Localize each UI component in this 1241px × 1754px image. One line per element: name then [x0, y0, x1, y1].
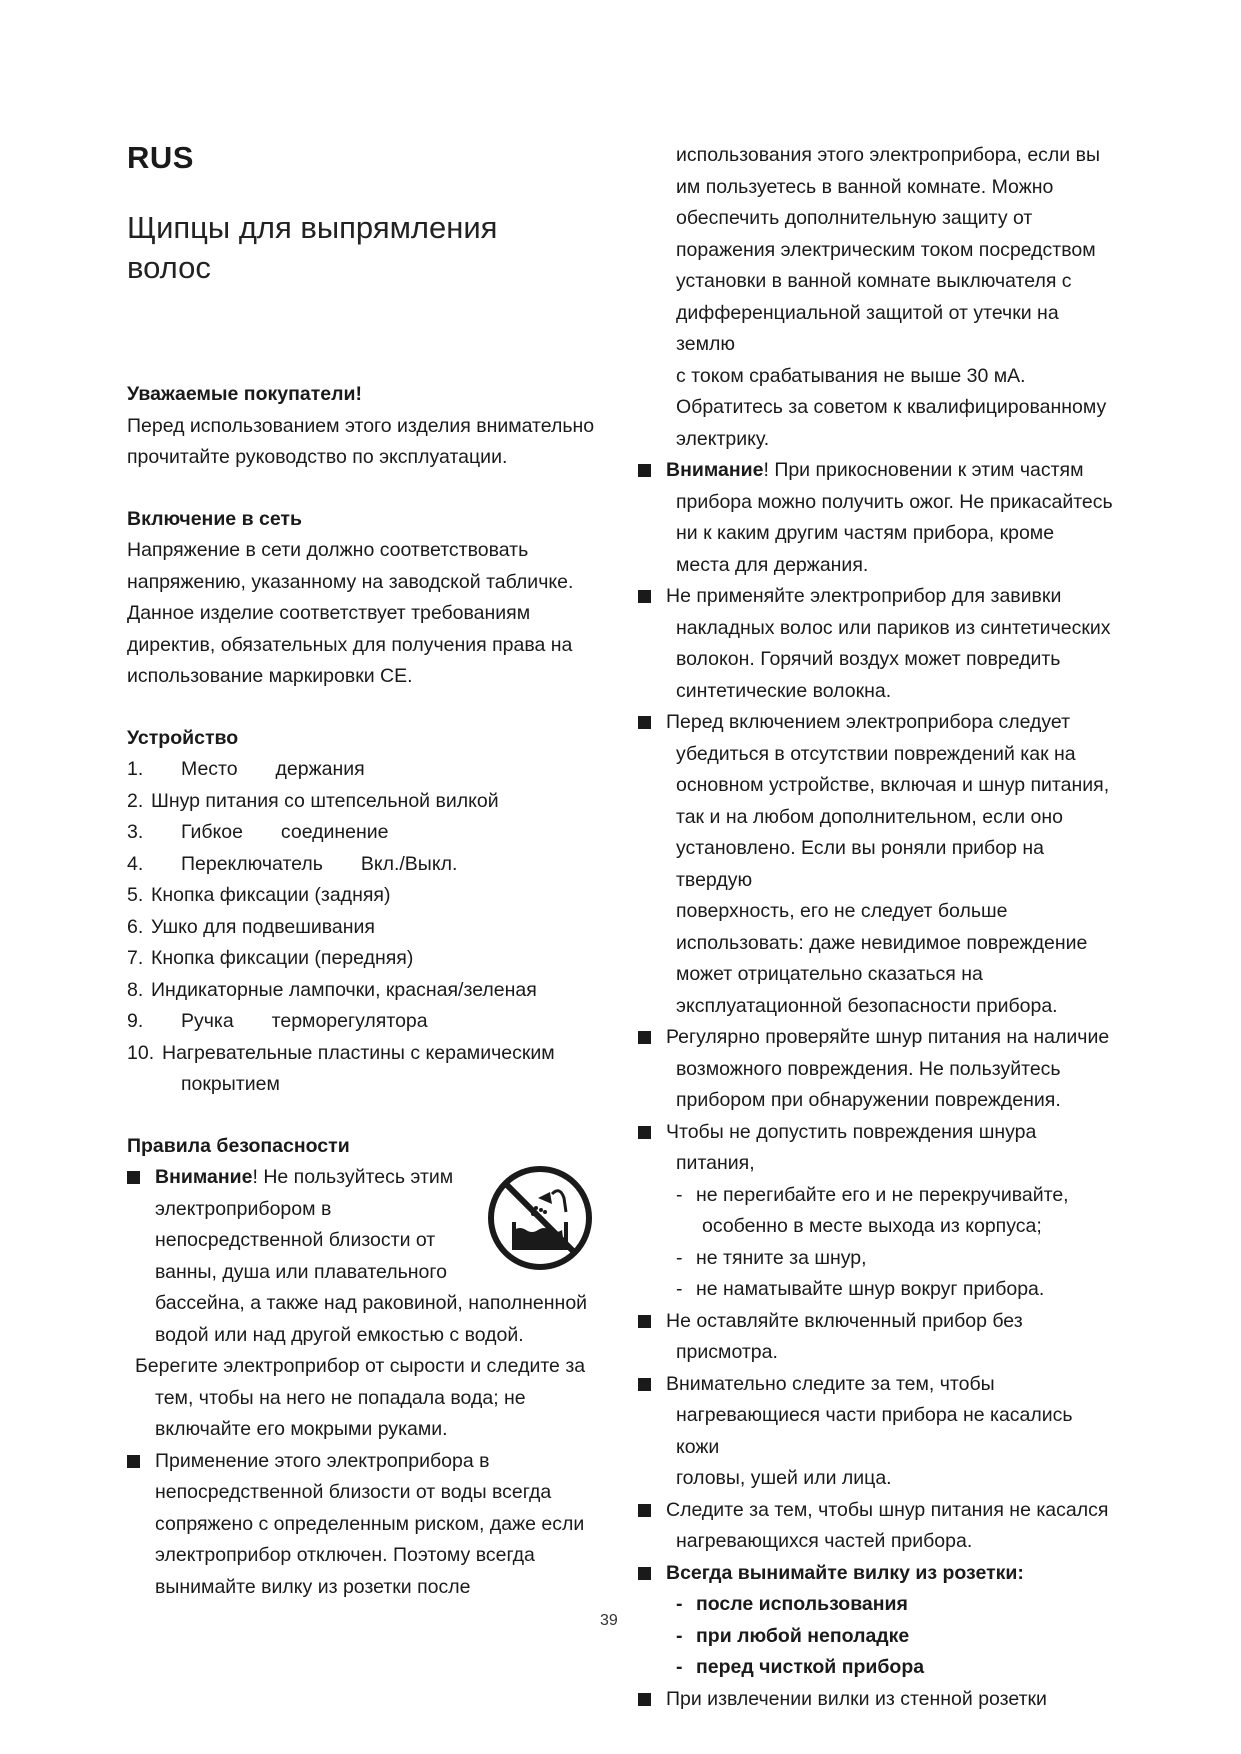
text-line: убедиться в отсутствии повреждений как на: [676, 742, 1076, 765]
safety-bullet: [638, 581, 1118, 707]
text-line: Напряжение в сети должно соответствовать: [127, 539, 529, 561]
dash-marker: -: [676, 1278, 683, 1300]
text-line: с током срабатывания не выше 30 мА.: [676, 364, 1026, 387]
dash-item: [638, 1274, 1118, 1306]
text-line: Перед включением электроприбора следует: [666, 711, 1071, 733]
dash-item: [638, 1243, 1118, 1275]
text-line: сопряжено с определенным риском, даже если: [155, 1512, 585, 1535]
item-number: 8.: [127, 978, 144, 1001]
text-line: места для держания.: [676, 553, 869, 576]
text-line: использовать: даже невидимое повреждение: [676, 931, 1088, 954]
text-line: ни к каким другим частям прибора, кроме: [676, 522, 1055, 544]
text-line: включайте его мокрыми руками.: [155, 1418, 448, 1440]
item-text: Гибкое соединение: [181, 821, 389, 843]
list-item: [127, 912, 597, 944]
list-item: [127, 943, 597, 975]
text-line: возможного повреждения. Не пользуйтесь: [676, 1057, 1061, 1080]
dash-item: [638, 1652, 1118, 1684]
item-number: 7.: [127, 947, 144, 969]
dash-marker: -: [676, 1656, 683, 1678]
device-parts-list: [127, 754, 597, 1101]
item-number: 10.: [127, 1041, 155, 1064]
safety-bullet: [638, 1495, 1118, 1558]
warning-label: Внимание: [155, 1166, 253, 1188]
text-line: не перегибайте его и не перекручивайте,: [696, 1183, 1069, 1206]
text-line: при любой неполадке: [696, 1624, 910, 1647]
text-line: вынимайте вилку из розетки после: [155, 1575, 471, 1598]
text-line: электроприбором в: [155, 1197, 332, 1220]
warning-label: Внимание: [666, 459, 764, 481]
text-run: ! При прикосновении к этим частям: [763, 459, 1084, 481]
list-item: [127, 975, 597, 1007]
text-line: Обратитесь за советом к квалифицированному: [676, 396, 1107, 418]
safety-bullet: [638, 1117, 1118, 1180]
document-title: [127, 208, 607, 288]
title-line-2: волос: [127, 250, 211, 285]
text-line: не наматывайте шнур вокруг прибора.: [696, 1278, 1045, 1300]
text-line: нагревающиеся части прибора не касались кожи: [676, 1404, 1073, 1458]
text-line: использование маркировки CE.: [127, 665, 413, 687]
section-heading-power: Включение в сеть: [127, 507, 302, 530]
item-number: 1.: [127, 758, 144, 780]
safety-bullet: [638, 1369, 1118, 1495]
text-line: непосредственной близости от воды всегда: [155, 1481, 552, 1503]
list-item: [127, 786, 597, 818]
text-line: волокон. Горячий воздух может повредить: [676, 648, 1061, 670]
item-text: Шнур питания со штепсельной вилкой: [151, 789, 499, 812]
text-line: эксплуатационной безопасности прибора.: [676, 994, 1058, 1017]
text-line: Применение этого электроприбора в: [155, 1449, 490, 1472]
text-line: Берегите электроприбор от сырости и следите за: [135, 1355, 586, 1377]
list-item: [127, 849, 597, 881]
dear-customers-text: [127, 411, 597, 474]
list-item: [127, 817, 597, 849]
item-text: Ушко для подвешивания: [151, 915, 375, 938]
safety-bullet: [638, 1558, 1118, 1590]
item-number: 9.: [127, 1010, 144, 1032]
text-line: после использования: [696, 1593, 908, 1615]
left-column: [127, 379, 597, 1603]
title-line-1: Щипцы для выпрямления: [127, 210, 498, 245]
text-line: присмотра.: [676, 1341, 778, 1363]
text-line: При извлечении вилки из стенной розетки: [666, 1687, 1047, 1710]
item-number: 2.: [127, 789, 144, 812]
text-line: не тяните за шнур,: [696, 1246, 867, 1269]
text-line: прибора можно получить ожог. Не прикасайтесь: [676, 490, 1113, 513]
text-line: Не оставляйте включенный прибор без: [666, 1309, 1023, 1332]
text-line: тем, чтобы на него не попадала вода; не: [155, 1386, 526, 1409]
item-number: 4.: [127, 852, 144, 875]
list-item: [127, 1038, 597, 1070]
list-item: [127, 754, 597, 786]
text-line: может отрицательно сказаться на: [676, 963, 983, 985]
text-line: директив, обязательных для получения права на: [127, 633, 573, 656]
bullet-square: [638, 1031, 651, 1044]
bullet-square: [638, 1378, 651, 1391]
text-line: прочитайте руководство по эксплуатации.: [127, 446, 508, 468]
text-line: водой или над другой емкостью с водой.: [155, 1323, 524, 1346]
text-line: Внимательно следите за тем, чтобы: [666, 1372, 995, 1395]
list-item: [127, 880, 597, 912]
bullet-square: [638, 1504, 651, 1517]
text-line: непосредственной близости от: [155, 1229, 436, 1251]
text-line: так и на любом дополнительном, если оно: [676, 805, 1063, 828]
text-line: использования этого электроприбора, если вы: [676, 144, 1100, 166]
bullet-square: [638, 464, 651, 477]
text-line: Не применяйте электроприбор для завивки: [666, 585, 1062, 607]
safety-bullet: [638, 1306, 1118, 1369]
right-column: [638, 140, 1118, 1715]
safety-paragraph: [127, 1351, 597, 1446]
text-line: напряжению, указанному на заводской табличке.: [127, 570, 574, 593]
text-line: головы, ушей или лица.: [676, 1467, 892, 1489]
list-item: [127, 1006, 597, 1038]
text-line: синтетические волокна.: [676, 679, 892, 702]
text-line: питания,: [676, 1152, 755, 1174]
item-text: Переключатель Вкл./Выкл.: [181, 852, 458, 875]
list-item-continuation: покрытием: [181, 1073, 280, 1095]
text-line: поверхность, его не следует больше: [676, 900, 1008, 922]
item-text: Кнопка фиксации (передняя): [151, 947, 414, 969]
text-line: Перед использованием этого изделия внимательно: [127, 414, 595, 437]
item-text: Ручка терморегулятора: [181, 1010, 428, 1032]
item-text: Нагревательные пластины с керамическим: [162, 1041, 555, 1064]
item-text: Кнопка фиксации (задняя): [151, 884, 391, 906]
text-line: нагревающихся частей прибора.: [676, 1530, 973, 1552]
safety-bullet: [127, 1446, 597, 1604]
dash-item: [638, 1589, 1118, 1621]
bullet-square: [638, 1567, 651, 1580]
no-water-warning-icon: [486, 1164, 594, 1272]
bullet-square: [127, 1171, 140, 1184]
safety-bullet: [638, 707, 1118, 1022]
text-line: Данное изделие соответствует требованиям: [127, 602, 531, 624]
text-line: дифференциальной защитой от утечки на землю: [676, 301, 1059, 355]
text-line: обеспечить дополнительную защиту от: [676, 207, 1033, 229]
bullet-square: [127, 1455, 140, 1468]
text-line: электрику.: [676, 427, 770, 450]
text-line: перед чисткой прибора: [696, 1656, 925, 1678]
bullet-square: [638, 1315, 651, 1328]
text-line: ванны, душа или плавательного: [155, 1260, 447, 1283]
item-number: 3.: [127, 821, 144, 843]
language-label: RUS: [127, 140, 194, 175]
bullet-square: [638, 1693, 651, 1706]
text-line: установлено. Если вы роняли прибор на твердую: [676, 837, 1044, 891]
bullet-square: [638, 716, 651, 729]
dash-item: [638, 1180, 1118, 1243]
dash-item: [638, 1621, 1118, 1653]
dash-marker: -: [676, 1246, 683, 1269]
text-line: им пользуетесь в ванной комнате. Можно: [676, 175, 1054, 198]
item-text: Место держания: [181, 758, 365, 780]
bullet-square: [638, 590, 651, 603]
text-line: основном устройстве, включая и шнур питания,: [676, 774, 1110, 796]
item-number: 5.: [127, 884, 144, 906]
section-heading-dear-customers: Уважаемые покупатели!: [127, 383, 362, 405]
section-heading-device: Устройство: [127, 726, 239, 749]
safety-bullet: [638, 1022, 1118, 1117]
text-line: электроприбор отключен. Поэтому всегда: [155, 1544, 535, 1566]
bullet-square: [638, 1126, 651, 1139]
section-heading-safety: Правила безопасности: [127, 1134, 350, 1157]
text-line: Всегда вынимайте вилку из розетки:: [666, 1561, 1024, 1584]
safety-bullet: [638, 455, 1118, 581]
safety-bullet: [638, 1684, 1118, 1716]
power-text: [127, 535, 597, 693]
text-line: Следите за тем, чтобы шнур питания не касался: [666, 1498, 1109, 1521]
text-line: бассейна, а также над раковиной, наполненной: [155, 1292, 588, 1314]
text-line: прибором при обнаружении повреждения.: [676, 1089, 1061, 1111]
text-run: ! Не пользуйтесь этим: [252, 1166, 454, 1188]
text-line: установки в ванной комнате выключателя с: [676, 270, 1072, 292]
text-line: особенно в месте выхода из корпуса;: [702, 1215, 1042, 1237]
dash-marker: -: [676, 1593, 683, 1615]
item-number: 6.: [127, 915, 144, 938]
text-line: поражения электрическим током посредством: [676, 238, 1096, 261]
page-number: 39: [600, 1612, 618, 1629]
text-line: Чтобы не допустить повреждения шнура: [666, 1120, 1037, 1143]
bullet-continuation: [638, 140, 1118, 455]
dash-marker: -: [676, 1624, 683, 1647]
text-line: Регулярно проверяйте шнур питания на наличие: [666, 1026, 1110, 1048]
dash-marker: -: [676, 1183, 683, 1206]
text-line: накладных волос или париков из синтетических: [676, 616, 1111, 639]
item-text: Индикаторные лампочки, красная/зеленая: [151, 978, 537, 1001]
